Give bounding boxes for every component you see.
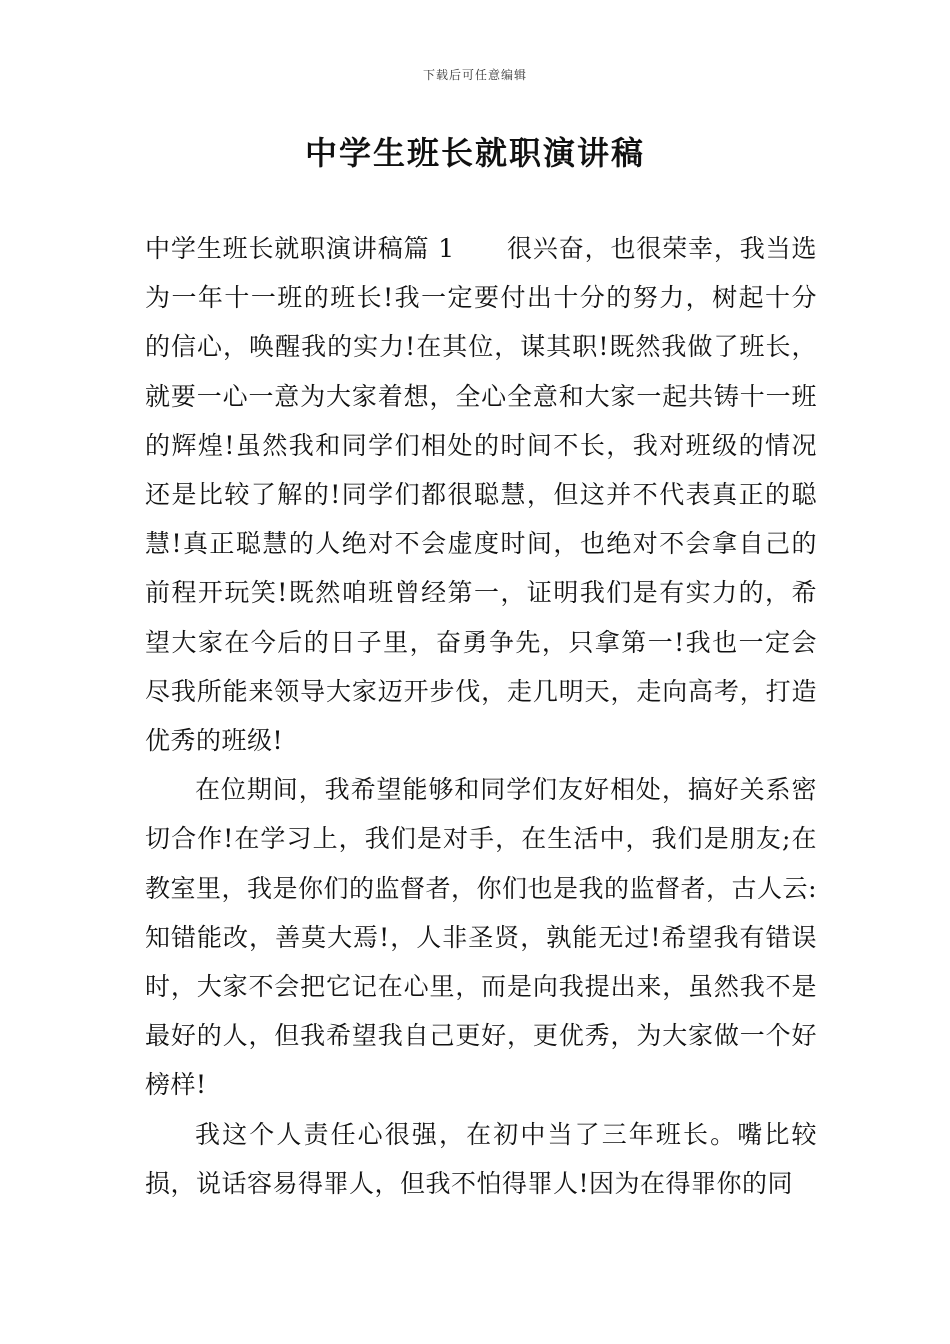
section-label: 中学生班长就职演讲稿篇 1	[145, 234, 455, 263]
paragraph-1-text: 很兴奋，也很荣幸，我当选为一年十一班的班长!我一定要付出十分的努力，树起十分的信心，唤醒我的实力!在其位，谋其职!既然我做了班长，就要一心一意为大家着想，全心全意和大家一起共铸十一班的辉煌!虽然我和同学们相处的时间不长，我对班级的情况还是比较了解的!同学们都很聪慧，但这并不代表真正的聪慧!真正聪慧的人绝对不会虚度时间，也绝对不会拿自己的前程开玩笑!既然咱班曾经第一，证明我们是有实力的，希望大家在今后的日子里，奋勇争先，只拿第一!我也一定会尽我所能来领导大家迈开步伐，走几明天，走向高考，打造优秀的班级!	[145, 234, 817, 756]
document-body	[145, 224, 817, 1208]
document-title: 中学生班长就职演讲稿	[304, 134, 645, 172]
header-note: 下载后可任意编辑	[422, 68, 527, 82]
paragraph-1	[145, 224, 817, 765]
paragraph-3: 我这个人责任心很强，在初中当了三年班长。嘴比较损，说话容易得罪人，但我不怕得罪人!因为在得罪你的同	[145, 1119, 817, 1198]
paragraph-2: 在位期间，我希望能够和同学们友好相处，搞好关系密切合作!在学习上，我们是对手，在生活中，我们是朋友;在教室里，我是你们的监督者，你们也是我的监督者，古人云:知错能改，善莫大焉!，人非圣贤，孰能无过!希望我有错误时，大家不会把它记在心里，而是向我提出来，虽然我不是最好的人，但我希望我自己更好，更优秀，为大家做一个好榜样!	[145, 775, 817, 1100]
